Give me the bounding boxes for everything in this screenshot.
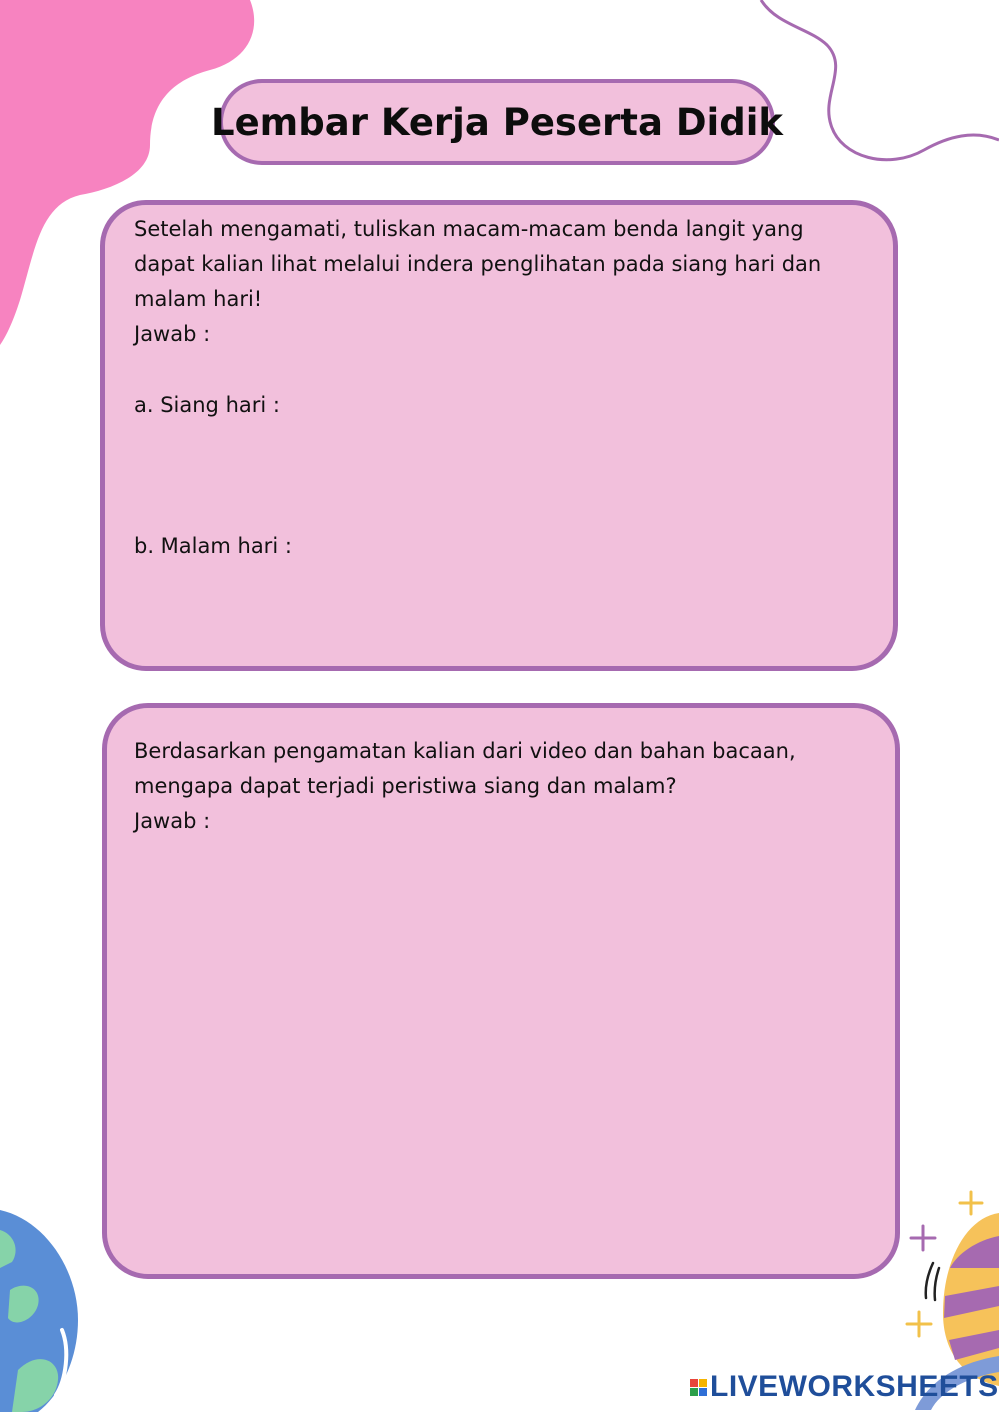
question-1-prompt-line-3: malam hari!: [134, 287, 263, 311]
question-1-prompt-line-1: Setelah mengamati, tuliskan macam-macam benda langit yang: [134, 217, 804, 241]
nighttime-answer-label[interactable]: b. Malam hari :: [134, 534, 292, 558]
liveworksheets-brand[interactable]: [690, 1370, 999, 1404]
worksheet-title: Lembar Kerja Peserta Didik: [219, 79, 775, 165]
liveworksheets-brand-text: LIVEWORKSHEETS: [710, 1370, 999, 1403]
daytime-answer-label[interactable]: a. Siang hari :: [134, 393, 280, 417]
liveworksheets-logo-icon: [690, 1379, 707, 1396]
squiggle-line-decoration: [749, 0, 999, 175]
question-2-prompt-line-2: mengapa dapat terjadi peristiwa siang dan malam?: [134, 774, 677, 798]
question-1-prompt-line-2: dapat kalian lihat melalui indera penglihatan pada siang hari dan: [134, 252, 822, 276]
earth-illustration: [0, 1210, 80, 1412]
question-2-answer-label[interactable]: Jawab :: [134, 809, 211, 833]
question-2-prompt-line-1: Berdasarkan pengamatan kalian dari video dan bahan bacaan,: [134, 739, 796, 763]
question-1-answer-label: Jawab :: [134, 322, 211, 346]
